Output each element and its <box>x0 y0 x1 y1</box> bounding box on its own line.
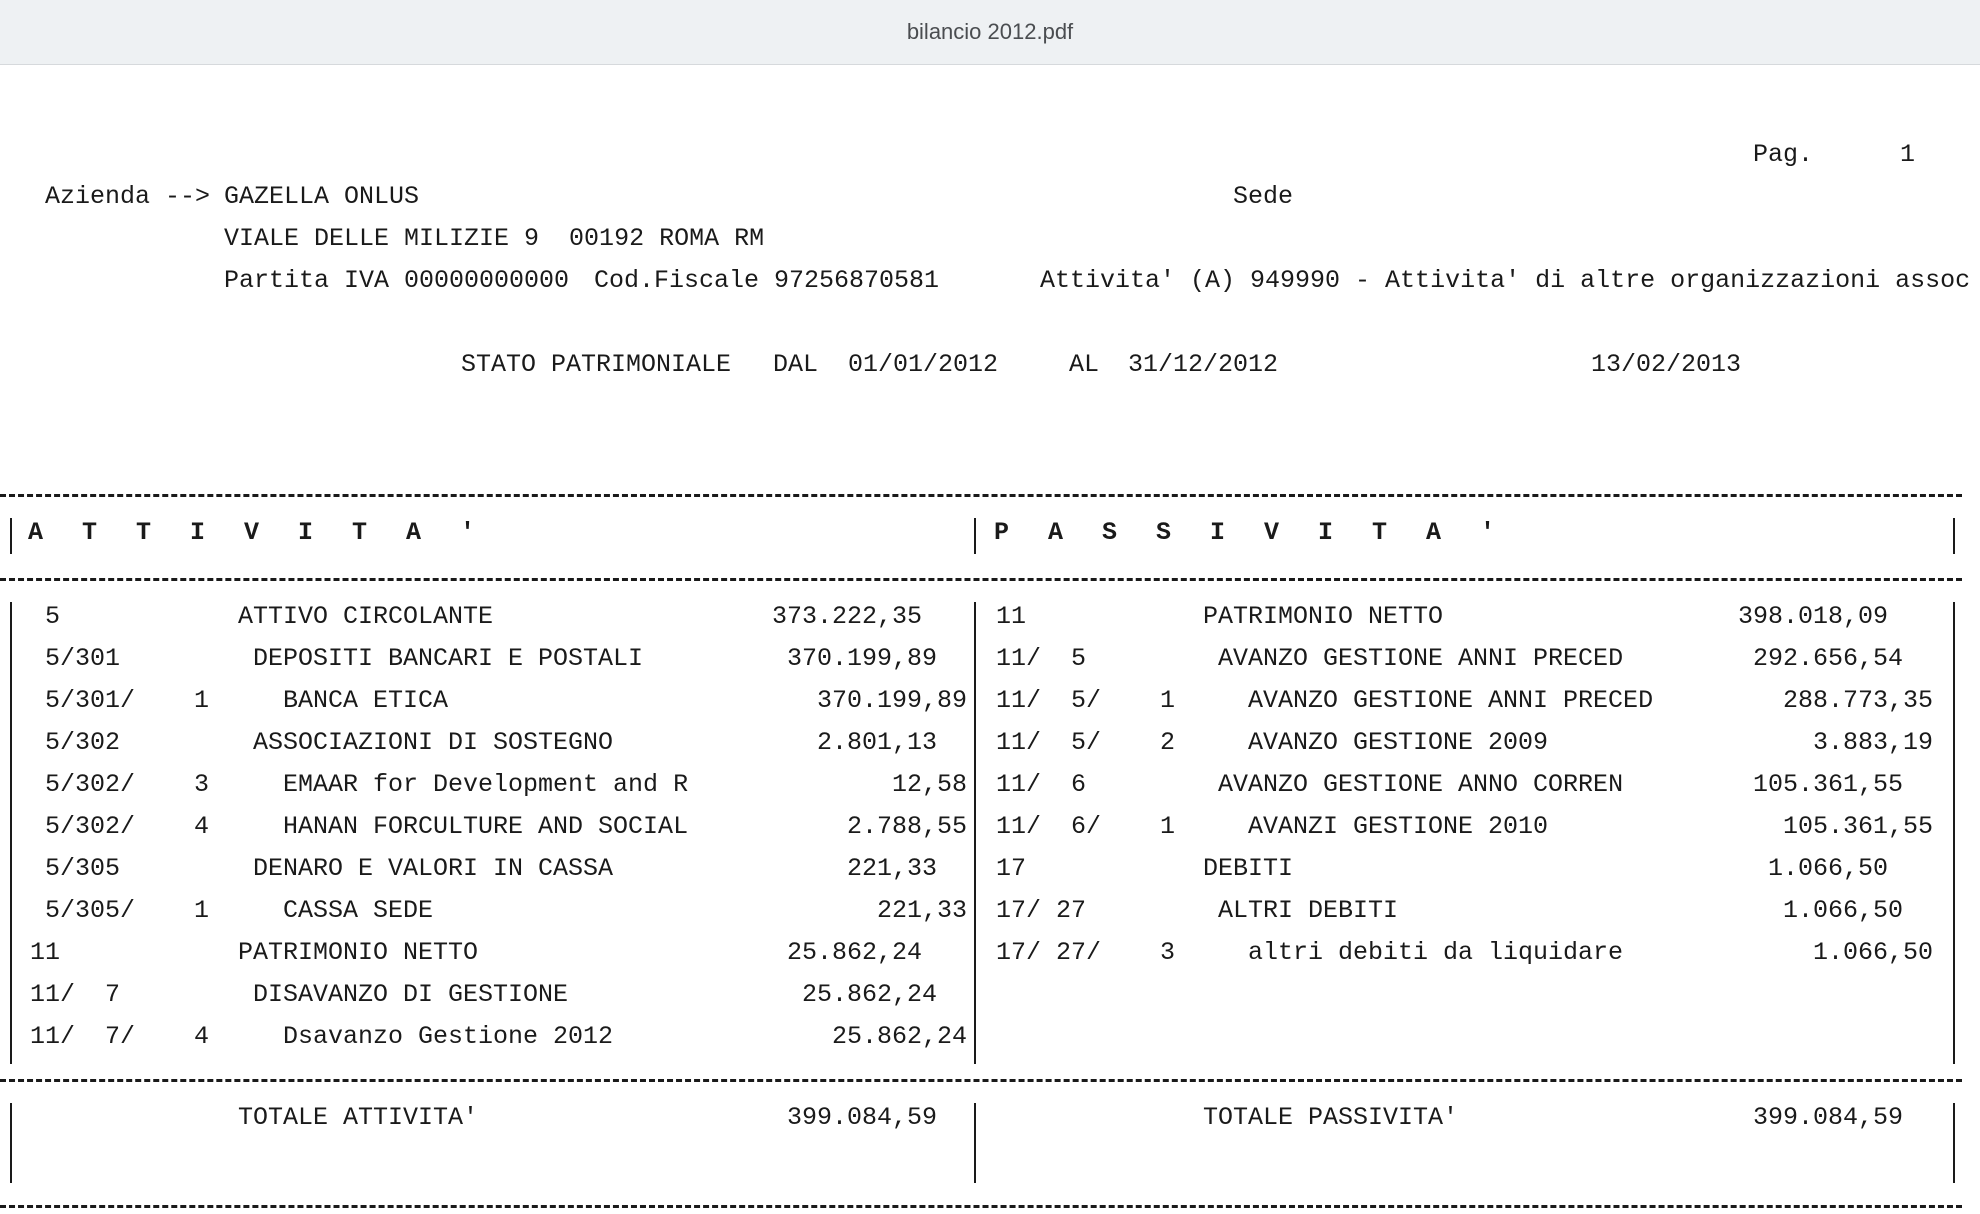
account-amount: 398.018,09 <box>1737 602 1888 631</box>
account-description: HANAN FORCULTURE AND SOCIAL <box>283 812 689 841</box>
account-amount: 1.066,50 <box>1812 938 1933 967</box>
account-code: 11/ 7/ <box>30 1022 136 1051</box>
border-middle-heading <box>974 518 976 554</box>
account-sub: 1 <box>1160 686 1176 715</box>
account-description: ASSOCIAZIONI DI SOSTEGNO <box>253 728 614 757</box>
tax-code: Cod.Fiscale 97256870581 <box>594 266 940 295</box>
account-description: EMAAR for Development and R <box>283 770 689 799</box>
site-label: Sede <box>1233 182 1294 211</box>
account-code: 11 <box>30 938 61 967</box>
border-left-heading <box>10 518 12 554</box>
separator-totals <box>0 1079 1962 1082</box>
account-amount: 12,58 <box>891 770 967 799</box>
liabilities-heading: P A S S I V I T A ' <box>994 518 1508 547</box>
separator-heading <box>0 578 1962 581</box>
assets-heading: A T T I V I T A ' <box>28 518 488 547</box>
page-label: Pag. <box>1753 140 1814 169</box>
account-code: 5 <box>45 602 61 631</box>
account-code: 11/ 6/ <box>996 812 1102 841</box>
from-label: DAL <box>773 350 819 379</box>
separator-top <box>0 494 1962 497</box>
company-address: VIALE DELLE MILIZIE 9 00192 ROMA RM <box>224 224 765 253</box>
account-sub: 3 <box>194 770 210 799</box>
account-code: 11/ 5 <box>996 644 1087 673</box>
account-description: AVANZI GESTIONE 2010 <box>1248 812 1549 841</box>
account-description: PATRIMONIO NETTO <box>1203 602 1444 631</box>
account-description: AVANZO GESTIONE 2009 <box>1248 728 1549 757</box>
to-date: 31/12/2012 <box>1128 350 1279 379</box>
account-sub: 1 <box>194 896 210 925</box>
border-right-totals <box>1953 1103 1955 1183</box>
account-description: altri debiti da liquidare <box>1248 938 1624 967</box>
account-code: 5/302/ <box>45 770 136 799</box>
border-middle-totals <box>974 1103 976 1183</box>
account-description: CASSA SEDE <box>283 896 434 925</box>
account-amount: 105.361,55 <box>1752 770 1903 799</box>
account-code: 11/ 5/ <box>996 686 1102 715</box>
account-code: 5/301 <box>45 644 121 673</box>
total-assets-label: TOTALE ATTIVITA' <box>238 1103 479 1132</box>
account-amount: 3.883,19 <box>1812 728 1933 757</box>
activity-description: Attivita' (A) 949990 - Attivita' di altre organizzazioni assoc <box>1040 266 1971 295</box>
account-code: 11/ 6 <box>996 770 1087 799</box>
account-description: DEPOSITI BANCARI E POSTALI <box>253 644 644 673</box>
account-code: 11/ 7 <box>30 980 121 1009</box>
border-middle-body <box>974 602 976 1064</box>
print-date: 13/02/2013 <box>1591 350 1742 379</box>
account-amount: 2.801,13 <box>816 728 937 757</box>
account-code: 17/ 27 <box>996 896 1087 925</box>
account-description: BANCA ETICA <box>283 686 449 715</box>
border-right-heading <box>1953 518 1955 554</box>
border-left-body <box>10 602 12 1064</box>
account-description: ALTRI DEBITI <box>1218 896 1399 925</box>
account-description: DEBITI <box>1203 854 1294 883</box>
total-assets-amount: 399.084,59 <box>786 1103 937 1132</box>
account-description: DENARO E VALORI IN CASSA <box>253 854 614 883</box>
account-code: 11/ 5/ <box>996 728 1102 757</box>
account-code: 5/302 <box>45 728 121 757</box>
account-sub: 4 <box>194 812 210 841</box>
document-page <box>0 64 1980 1214</box>
account-amount: 25.862,24 <box>831 1022 967 1051</box>
account-amount: 2.788,55 <box>846 812 967 841</box>
total-liabilities-label: TOTALE PASSIVITA' <box>1203 1103 1459 1132</box>
page-number: 1 <box>1900 140 1916 169</box>
account-amount: 1.066,50 <box>1782 896 1903 925</box>
account-sub: 1 <box>194 686 210 715</box>
account-sub: 4 <box>194 1022 210 1051</box>
account-amount: 373.222,35 <box>771 602 922 631</box>
account-amount: 221,33 <box>846 854 937 883</box>
vat-number: Partita IVA 00000000000 <box>224 266 570 295</box>
border-right-body <box>1953 602 1955 1064</box>
window-titlebar <box>0 0 1980 65</box>
account-description: DISAVANZO DI GESTIONE <box>253 980 569 1009</box>
account-description: PATRIMONIO NETTO <box>238 938 479 967</box>
account-sub: 2 <box>1160 728 1176 757</box>
window-title: bilancio 2012.pdf <box>906 19 1074 44</box>
report-title: STATO PATRIMONIALE <box>461 350 732 379</box>
from-date: 01/01/2012 <box>848 350 999 379</box>
company-label: Azienda --> <box>45 182 211 211</box>
account-code: 5/305/ <box>45 896 136 925</box>
border-left-totals <box>10 1103 12 1183</box>
account-code: 17 <box>996 854 1027 883</box>
account-amount: 370.199,89 <box>786 644 937 673</box>
account-code: 5/302/ <box>45 812 136 841</box>
account-amount: 25.862,24 <box>786 938 922 967</box>
account-amount: 288.773,35 <box>1782 686 1933 715</box>
total-liabilities-amount: 399.084,59 <box>1752 1103 1903 1132</box>
account-amount: 292.656,54 <box>1752 644 1903 673</box>
to-label: AL <box>1069 350 1100 379</box>
account-description: Dsavanzo Gestione 2012 <box>283 1022 614 1051</box>
account-sub: 3 <box>1160 938 1176 967</box>
account-code: 5/305 <box>45 854 121 883</box>
account-description: AVANZO GESTIONE ANNI PRECED <box>1218 644 1624 673</box>
account-amount: 25.862,24 <box>801 980 937 1009</box>
company-name: GAZELLA ONLUS <box>224 182 420 211</box>
account-description: ATTIVO CIRCOLANTE <box>238 602 494 631</box>
account-amount: 221,33 <box>876 896 967 925</box>
separator-bottom <box>0 1205 1962 1208</box>
account-code: 11 <box>996 602 1027 631</box>
account-description: AVANZO GESTIONE ANNI PRECED <box>1248 686 1654 715</box>
account-sub: 1 <box>1160 812 1176 841</box>
account-code: 5/301/ <box>45 686 136 715</box>
account-amount: 370.199,89 <box>816 686 967 715</box>
account-code: 17/ 27/ <box>996 938 1102 967</box>
account-amount: 105.361,55 <box>1782 812 1933 841</box>
account-amount: 1.066,50 <box>1767 854 1888 883</box>
account-description: AVANZO GESTIONE ANNO CORREN <box>1218 770 1624 799</box>
